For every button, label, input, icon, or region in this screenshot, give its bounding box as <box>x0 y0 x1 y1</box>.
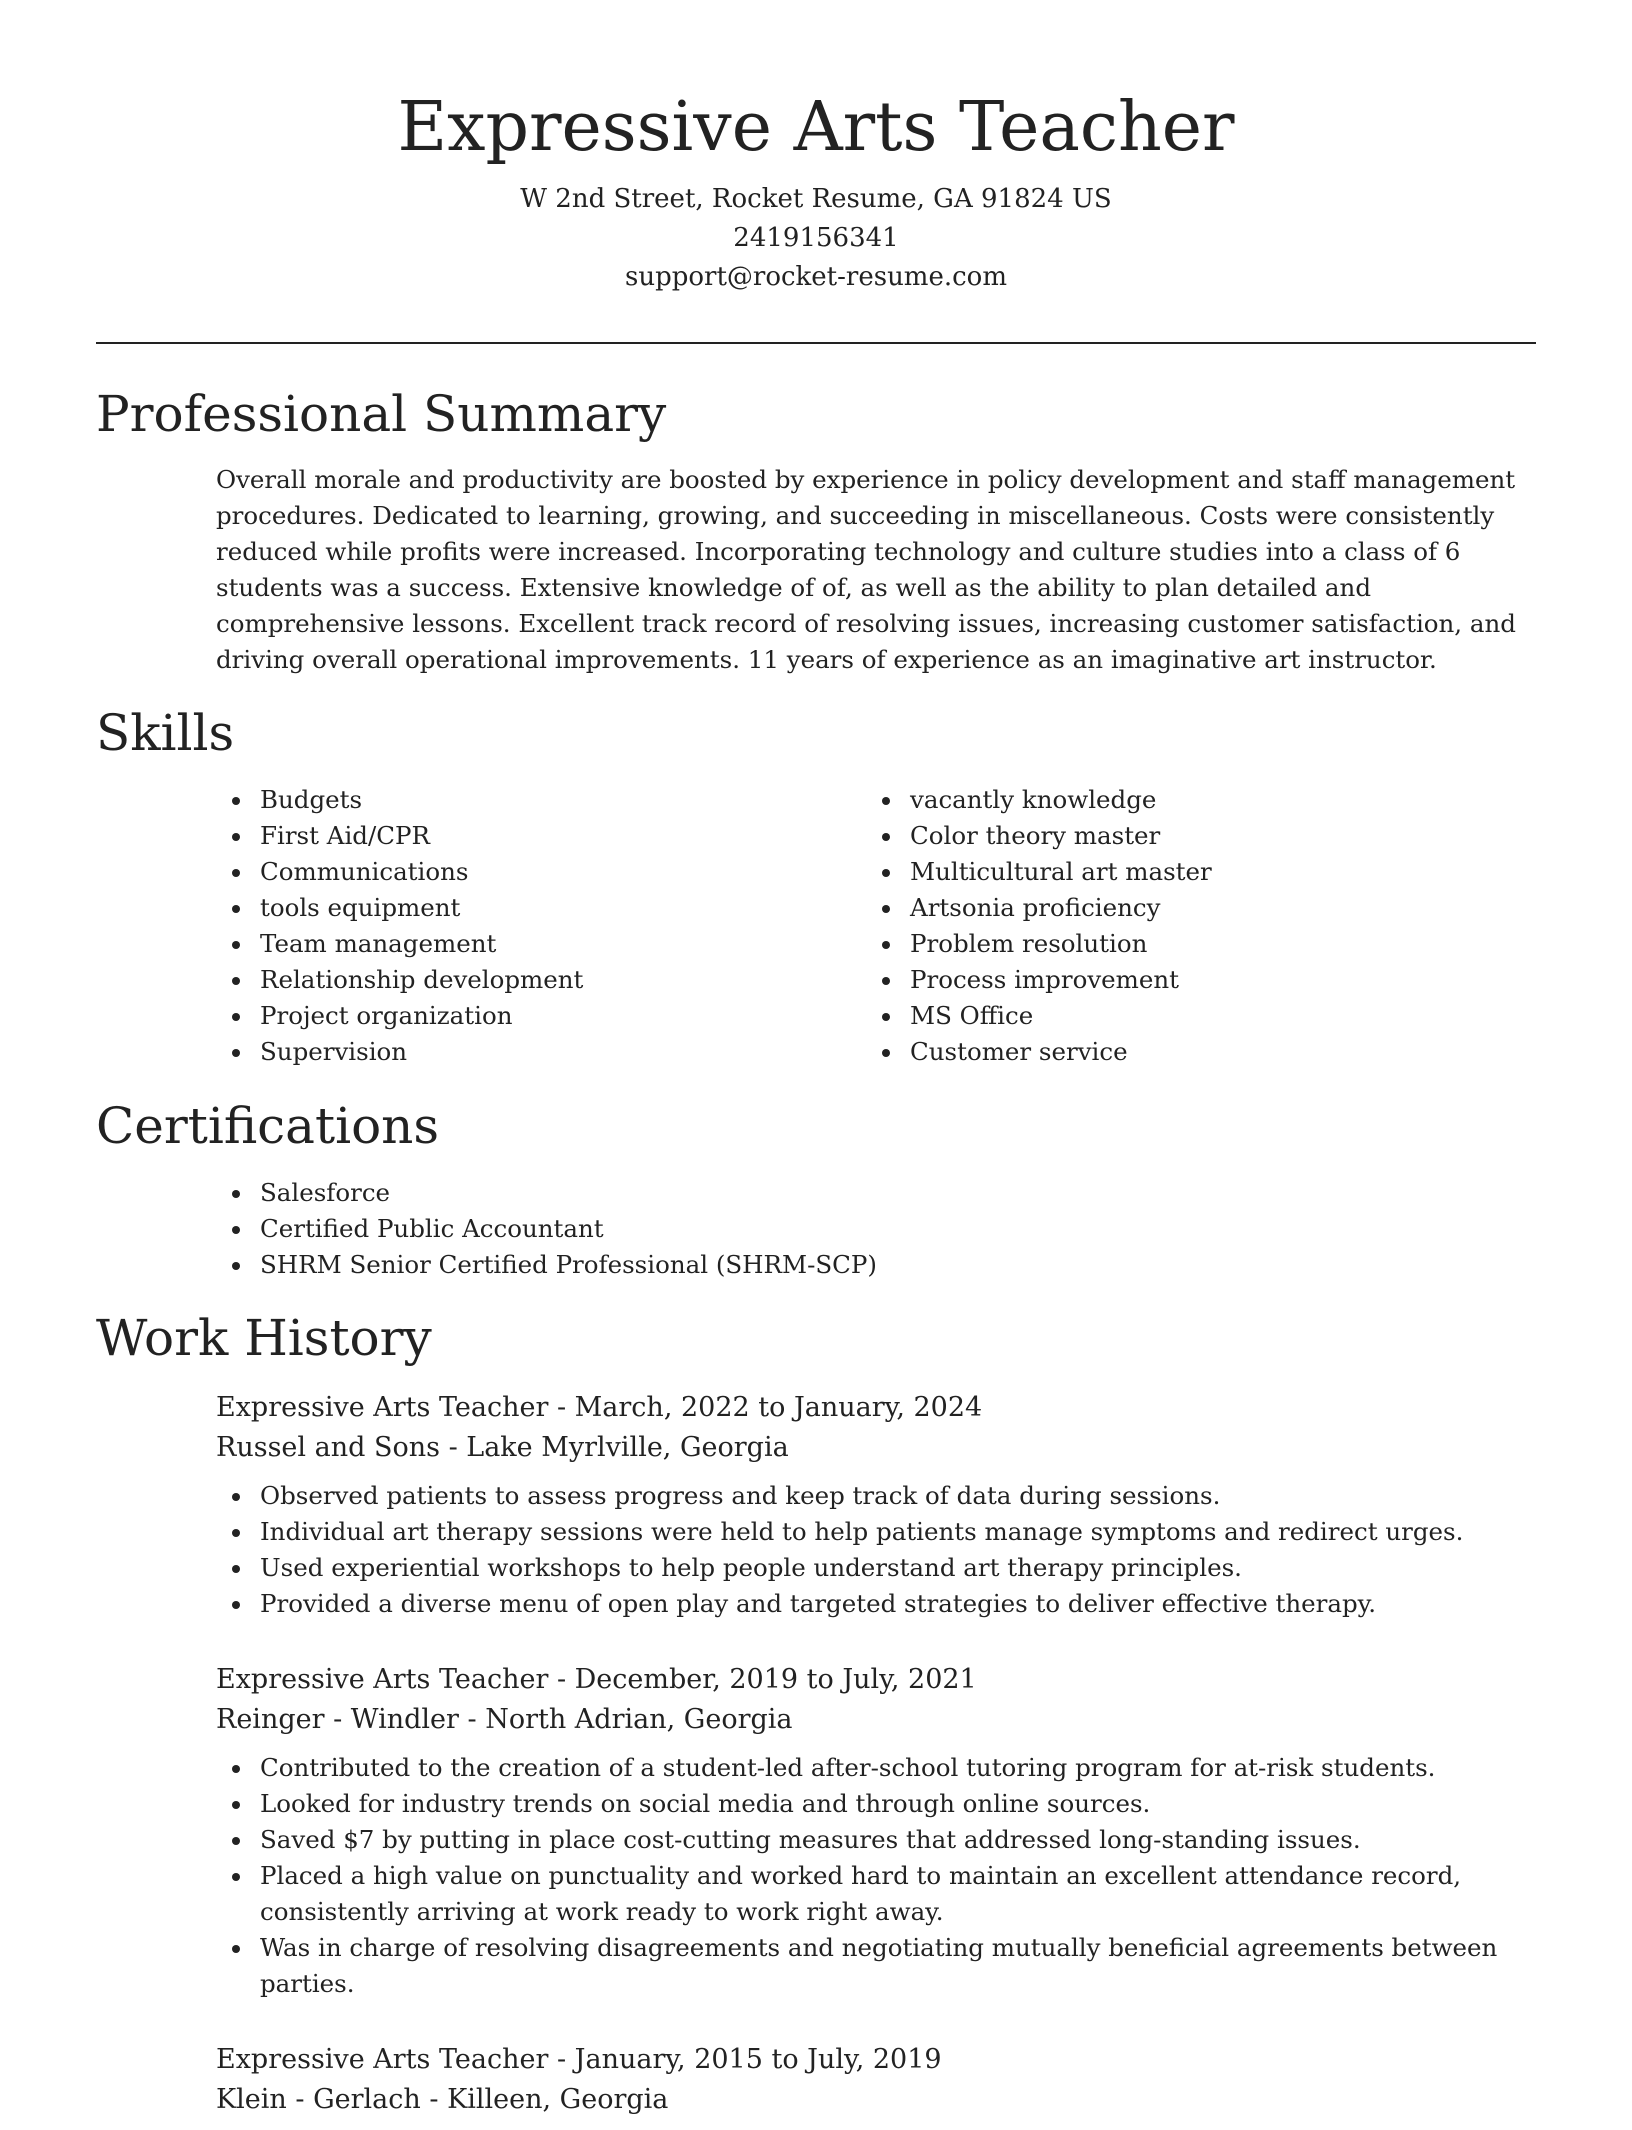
separator: - <box>548 2044 575 2075</box>
separator: - <box>458 1704 486 1735</box>
list-item: Process improvement <box>866 962 1526 998</box>
skills-list-left <box>216 782 816 1070</box>
list-item: Was in charge of resolving disagreements and negotiating mutually beneficial agreements between parties. <box>216 1930 1536 2002</box>
contact-block <box>0 180 1632 297</box>
list-item: tools equipment <box>216 890 816 926</box>
contact-address: W 2nd Street, Rocket Resume, GA 91824 US <box>520 184 1112 214</box>
job-company: Reinger - Windler <box>216 1704 459 1735</box>
skills-heading: Skills <box>96 704 235 762</box>
summary-heading: Professional Summary <box>96 385 667 443</box>
list-item: Problem resolution <box>866 926 1526 962</box>
list-item: Individual art therapy sessions were held to help patients manage symptoms and redirect urges. <box>216 1514 1536 1550</box>
job-company-line <box>216 1428 1536 1468</box>
job-dates: March, 2022 to January, 2024 <box>574 1392 983 1423</box>
job-company: Klein - Gerlach <box>216 2084 421 2115</box>
certifications-list <box>216 1175 1536 1283</box>
separator: - <box>420 2084 448 2115</box>
summary-text: Overall morale and productivity are boosted by experience in policy development and staff management procedures. Dedicated to learning, growing, and succeeding in miscellaneous. Costs were consistently reduced while profits were increased. Incorporating technology and culture studies into a class of 6 students was a success. Extensive knowledge of of, as well as the ability to plan detailed and comprehensive lessons. Excellent track record of resolving issues, increasing customer satisfaction, and driving overall operational improvements. 11 years of experience as an imaginative art instructor. <box>216 465 1516 674</box>
job-entry <box>216 2040 1536 2130</box>
job-company-line <box>216 1700 1536 1740</box>
list-item: Relationship development <box>216 962 816 998</box>
list-item: Budgets <box>216 782 816 818</box>
separator: - <box>439 1432 467 1463</box>
list-item: MS Office <box>866 998 1526 1034</box>
job-bullets <box>216 1478 1536 1622</box>
job-location: North Adrian, Georgia <box>485 1704 793 1735</box>
job-location: Lake Myrlville, Georgia <box>466 1432 789 1463</box>
list-item: Supervision <box>216 1034 816 1070</box>
job-dates: December, 2019 to July, 2021 <box>574 1664 977 1695</box>
job-dates: January, 2015 to July, 2019 <box>574 2044 942 2075</box>
candidate-name: Expressive Arts Teacher <box>397 88 1235 167</box>
job-bullets <box>216 1750 1536 2002</box>
list-item: SHRM Senior Certified Professional (SHRM-SCP) <box>216 1247 1536 1283</box>
list-item: Used experiential workshops to help people understand art therapy principles. <box>216 1550 1536 1586</box>
job-company: Russel and Sons <box>216 1432 440 1463</box>
job-entry <box>216 1388 1536 1622</box>
separator: - <box>548 1664 575 1695</box>
certifications-block <box>216 1175 1536 1283</box>
list-item: Artsonia proficiency <box>866 890 1526 926</box>
list-item: Looked for industry trends on social media and through online sources. <box>216 1786 1536 1822</box>
job-title: Expressive Arts Teacher <box>216 1664 549 1695</box>
skills-list-right <box>866 782 1526 1070</box>
separator: - <box>548 1392 575 1423</box>
job-title-line <box>216 2040 1536 2080</box>
job-location: Killeen, Georgia <box>447 2084 669 2115</box>
job-title-line <box>216 1388 1536 1428</box>
job-title-line <box>216 1660 1536 1700</box>
list-item: Contributed to the creation of a student-led after-school tutoring program for at-risk students. <box>216 1750 1536 1786</box>
skills-column-left <box>216 782 816 1070</box>
skills-column-right <box>866 782 1526 1070</box>
work-history-heading: Work History <box>96 1309 432 1367</box>
list-item: Observed patients to assess progress and keep track of data during sessions. <box>216 1478 1536 1514</box>
list-item: Color theory master <box>866 818 1526 854</box>
list-item: Salesforce <box>216 1175 1536 1211</box>
list-item: Placed a high value on punctuality and worked hard to maintain an excellent attendance record, consistently arriving at work ready to work right away. <box>216 1858 1536 1930</box>
list-item: Customer service <box>866 1034 1526 1070</box>
contact-email: support@rocket-resume.com <box>624 262 1007 292</box>
contact-phone: 2419156341 <box>733 223 899 253</box>
job-company-line <box>216 2080 1536 2120</box>
list-item: Multicultural art master <box>866 854 1526 890</box>
list-item: Provided a diverse menu of open play and targeted strategies to deliver effective therapy. <box>216 1586 1536 1622</box>
list-item: First Aid/CPR <box>216 818 816 854</box>
list-item: Saved $7 by putting in place cost-cutting measures that addressed long-standing issues. <box>216 1822 1536 1858</box>
certifications-heading: Certifications <box>96 1097 440 1155</box>
job-title: Expressive Arts Teacher <box>216 2044 549 2075</box>
list-item: Team management <box>216 926 816 962</box>
list-item: Project organization <box>216 998 816 1034</box>
header-divider <box>96 342 1536 344</box>
list-item: vacantly knowledge <box>866 782 1526 818</box>
resume-header <box>0 0 1632 297</box>
list-item: Certified Public Accountant <box>216 1211 1536 1247</box>
job-entry <box>216 1660 1536 2002</box>
job-title: Expressive Arts Teacher <box>216 1392 549 1423</box>
list-item: Communications <box>216 854 816 890</box>
